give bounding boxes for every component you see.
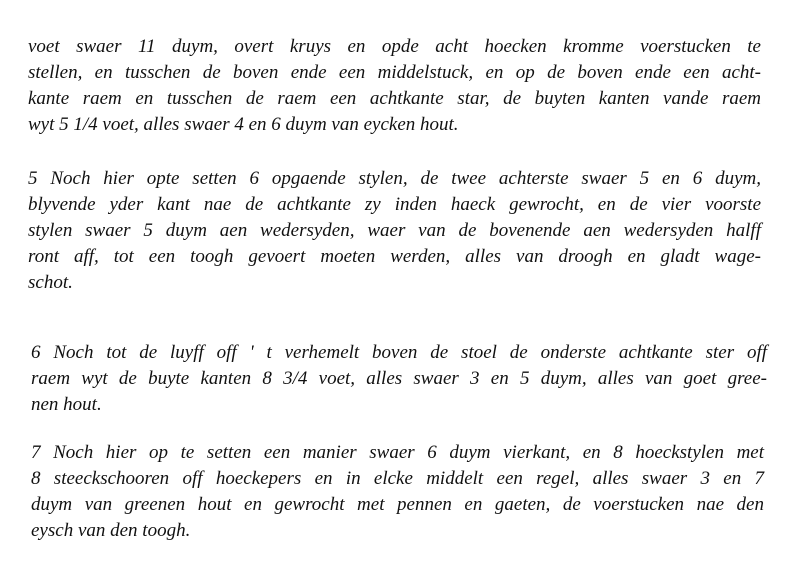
- paragraph-6: [31, 340, 767, 418]
- text-line: 5 Noch hier opte setten 6 opgaende stylen, de twee achterste swaer 5 en 6 duym,: [28, 168, 761, 189]
- text-line: 7 Noch hier op te setten een manier swaer 6 duym vierkant, en 8 hoeckstylen met: [31, 442, 764, 463]
- text-line: 6 Noch tot de luyff off ' t verhemelt boven de stoel de onderste achtkante ster off: [31, 342, 767, 363]
- text-line: raem wyt de buyte kanten 8 3/4 voet, alles swaer 3 en 5 duym, alles van goet gree-: [31, 368, 767, 389]
- text-line: nen hout.: [31, 394, 102, 415]
- text-line: ront aff, tot een toogh gevoert moeten werden, alles van droogh en gladt wage-: [28, 246, 761, 267]
- text-line: schot.: [28, 272, 73, 293]
- paragraph-5: [28, 166, 761, 296]
- text-line: kante raem en tusschen de raem een achtkante star, de buyten kanten vande raem: [28, 88, 761, 109]
- text-line: stellen, en tusschen de boven ende een middelstuck, en op de boven ende een acht-: [28, 62, 761, 83]
- paragraph-1: [28, 34, 761, 138]
- text-line: duym van greenen hout en gewrocht met pennen en gaeten, de voerstucken nae den: [31, 494, 764, 515]
- text-line: voet swaer 11 duym, overt kruys en opde acht hoecken kromme voerstucken te: [28, 36, 761, 57]
- paragraph-7: [31, 440, 764, 544]
- text-line: wyt 5 1/4 voet, alles swaer 4 en 6 duym van eycken hout.: [28, 114, 459, 135]
- text-line: blyvende yder kant nae de achtkante zy inden haeck gewrocht, en de vier voorste: [28, 194, 761, 215]
- text-line: 8 steeckschooren off hoeckepers en in elcke middelt een regel, alles swaer 3 en 7: [31, 468, 764, 489]
- text-line: stylen swaer 5 duym aen wedersyden, waer van de bovenende aen wedersyden halff: [28, 220, 761, 241]
- text-line: eysch van den toogh.: [31, 520, 191, 541]
